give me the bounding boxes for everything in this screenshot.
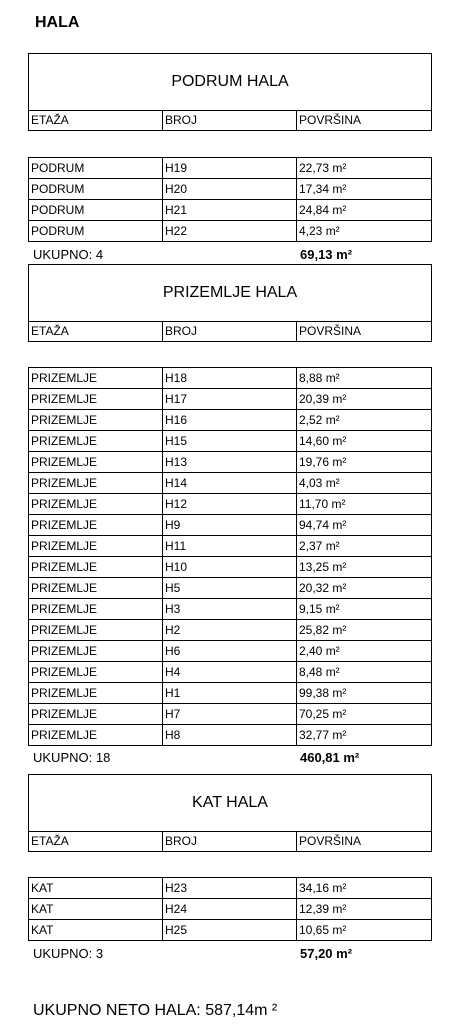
cell-povrsina: 14,60 m² <box>299 434 347 448</box>
table-header-kat <box>28 831 432 852</box>
cell-broj: H2 <box>163 620 297 640</box>
table-row <box>29 620 431 641</box>
header-povrsina: POVRŠINA <box>299 113 362 127</box>
cell-povrsina: 20,39 m² <box>299 392 347 406</box>
cell-povrsina: 94,74 m² <box>299 518 347 532</box>
cell-povrsina: 99,38 m² <box>299 686 347 700</box>
table-row <box>29 431 431 452</box>
cell-etaza: PRIZEMLJE <box>29 494 163 514</box>
cell-broj: H13 <box>163 452 297 472</box>
table-row <box>29 578 431 599</box>
cell-broj: H20 <box>163 179 297 199</box>
table-row <box>29 920 431 941</box>
cell-broj: H4 <box>163 662 297 682</box>
header-etaza: ETAŽA <box>29 322 163 341</box>
cell-etaza: PODRUM <box>29 200 163 220</box>
cell-povrsina: 22,73 m² <box>299 161 347 175</box>
cell-povrsina: 34,16 m² <box>299 881 347 895</box>
table-kat <box>28 877 432 941</box>
cell-broj: H6 <box>163 641 297 661</box>
cell-broj: H10 <box>163 557 297 577</box>
cell-etaza: KAT <box>29 878 163 898</box>
cell-broj: H17 <box>163 389 297 409</box>
cell-etaza: PRIZEMLJE <box>29 431 163 451</box>
total-value-prizemlje: 460,81 m² <box>300 750 360 765</box>
table-row <box>29 899 431 920</box>
header-povrsina: POVRŠINA <box>299 834 362 848</box>
cell-etaza: PRIZEMLJE <box>29 473 163 493</box>
cell-etaza: PODRUM <box>29 179 163 199</box>
cell-povrsina: 9,15 m² <box>299 602 340 616</box>
table-row <box>29 494 431 515</box>
cell-etaza: PRIZEMLJE <box>29 536 163 556</box>
page-title: HALA <box>35 14 80 31</box>
grand-total: UKUPNO NETO HALA: 587,14m ² <box>33 1002 278 1019</box>
cell-etaza: PRIZEMLJE <box>29 368 163 388</box>
table-row <box>29 179 431 200</box>
header-broj: BROJ <box>163 111 297 130</box>
total-label-prizemlje: UKUPNO: 18 <box>33 750 111 765</box>
table-row <box>29 662 431 683</box>
cell-etaza: PRIZEMLJE <box>29 578 163 598</box>
header-etaza: ETAŽA <box>29 832 163 851</box>
table-row <box>29 473 431 494</box>
cell-broj: H21 <box>163 200 297 220</box>
total-value-kat: 57,20 m² <box>300 946 353 961</box>
cell-broj: H11 <box>163 536 297 556</box>
cell-povrsina: 17,34 m² <box>299 182 347 196</box>
section-title-kat: KAT HALA <box>28 774 432 832</box>
cell-broj: H1 <box>163 683 297 703</box>
cell-etaza: PRIZEMLJE <box>29 704 163 724</box>
table-row <box>29 158 431 179</box>
cell-etaza: PRIZEMLJE <box>29 389 163 409</box>
cell-povrsina: 2,37 m² <box>299 539 340 553</box>
table-podrum <box>28 157 432 242</box>
table-row <box>29 683 431 704</box>
cell-etaza: PRIZEMLJE <box>29 641 163 661</box>
table-row <box>29 200 431 221</box>
table-row <box>29 368 431 389</box>
section-title-prizemlje: PRIZEMLJE HALA <box>28 264 432 322</box>
cell-povrsina: 70,25 m² <box>299 707 347 721</box>
cell-broj: H18 <box>163 368 297 388</box>
cell-etaza: KAT <box>29 920 163 940</box>
cell-etaza: KAT <box>29 899 163 919</box>
cell-povrsina: 8,88 m² <box>299 371 340 385</box>
cell-povrsina: 25,82 m² <box>299 623 347 637</box>
cell-etaza: PRIZEMLJE <box>29 725 163 745</box>
header-etaza: ETAŽA <box>29 111 163 130</box>
cell-etaza: PRIZEMLJE <box>29 599 163 619</box>
header-broj: BROJ <box>163 322 297 341</box>
cell-povrsina: 20,32 m² <box>299 581 347 595</box>
header-broj: BROJ <box>163 832 297 851</box>
cell-povrsina: 10,65 m² <box>299 923 347 937</box>
table-row <box>29 725 431 746</box>
cell-etaza: PRIZEMLJE <box>29 410 163 430</box>
cell-broj: H14 <box>163 473 297 493</box>
cell-broj: H9 <box>163 515 297 535</box>
cell-broj: H24 <box>163 899 297 919</box>
cell-broj: H7 <box>163 704 297 724</box>
total-value-podrum: 69,13 m² <box>300 247 353 262</box>
cell-broj: H25 <box>163 920 297 940</box>
table-prizemlje <box>28 367 432 746</box>
table-row <box>29 389 431 410</box>
table-row <box>29 452 431 473</box>
table-row <box>29 599 431 620</box>
table-row <box>29 641 431 662</box>
cell-povrsina: 11,70 m² <box>299 497 346 511</box>
cell-povrsina: 8,48 m² <box>299 665 340 679</box>
cell-etaza: PRIZEMLJE <box>29 683 163 703</box>
cell-etaza: PRIZEMLJE <box>29 662 163 682</box>
cell-broj: H23 <box>163 878 297 898</box>
cell-povrsina: 4,03 m² <box>299 476 340 490</box>
cell-povrsina: 13,25 m² <box>299 560 347 574</box>
cell-broj: H12 <box>163 494 297 514</box>
cell-etaza: PODRUM <box>29 158 163 178</box>
table-row <box>29 878 431 899</box>
cell-povrsina: 12,39 m² <box>299 902 347 916</box>
cell-povrsina: 4,23 m² <box>299 224 340 238</box>
cell-etaza: PODRUM <box>29 221 163 241</box>
cell-etaza: PRIZEMLJE <box>29 452 163 472</box>
section-title-podrum: PODRUM HALA <box>28 53 432 111</box>
cell-broj: H22 <box>163 221 297 241</box>
table-row <box>29 410 431 431</box>
table-header-prizemlje <box>28 321 432 342</box>
table-row <box>29 536 431 557</box>
header-povrsina: POVRŠINA <box>299 324 362 338</box>
cell-etaza: PRIZEMLJE <box>29 515 163 535</box>
table-row <box>29 515 431 536</box>
cell-broj: H15 <box>163 431 297 451</box>
cell-broj: H8 <box>163 725 297 745</box>
total-label-podrum: UKUPNO: 4 <box>33 247 104 262</box>
table-row <box>29 704 431 725</box>
cell-povrsina: 2,40 m² <box>299 644 340 658</box>
cell-broj: H19 <box>163 158 297 178</box>
cell-povrsina: 19,76 m² <box>299 455 347 469</box>
cell-etaza: PRIZEMLJE <box>29 557 163 577</box>
table-row <box>29 557 431 578</box>
cell-povrsina: 24,84 m² <box>299 203 347 217</box>
table-header-podrum <box>28 110 432 131</box>
table-row <box>29 221 431 242</box>
cell-broj: H16 <box>163 410 297 430</box>
cell-broj: H5 <box>163 578 297 598</box>
cell-etaza: PRIZEMLJE <box>29 620 163 640</box>
cell-broj: H3 <box>163 599 297 619</box>
total-label-kat: UKUPNO: 3 <box>33 946 104 961</box>
cell-povrsina: 2,52 m² <box>299 413 340 427</box>
cell-povrsina: 32,77 m² <box>299 728 347 742</box>
